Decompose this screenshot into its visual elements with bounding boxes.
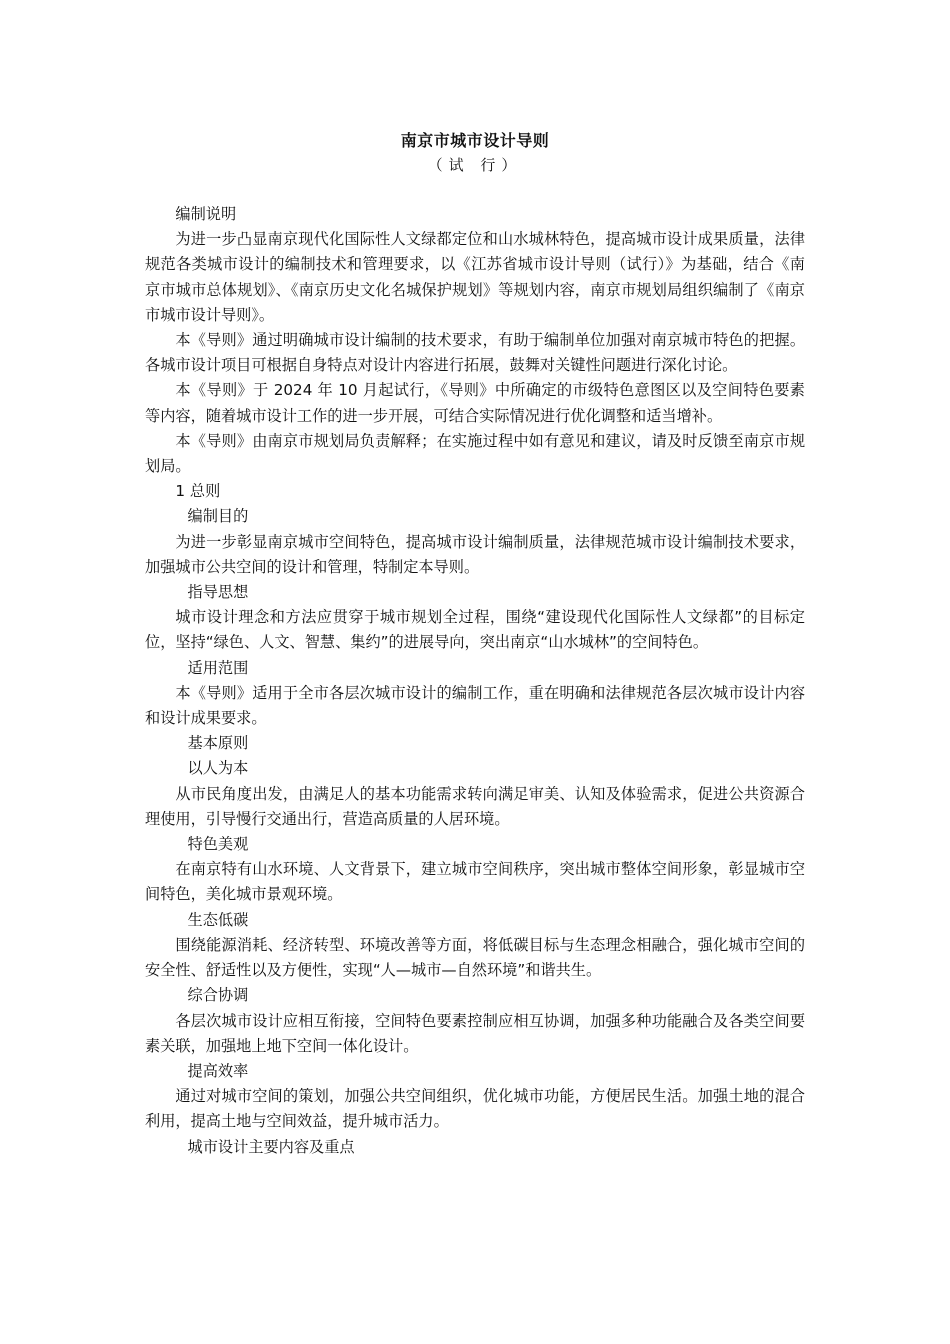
- document-subtitle: （试 行）: [427, 156, 523, 174]
- document-title: 南京市城市设计导则: [400, 131, 550, 150]
- para-preface-2: 本《导则》通过明确城市设计编制的技术要求，有助于编制单位加强对南京城市特色的把握。各城市设计项目可根据自身特点对设计内容进行拓展，鼓舞对关键性问题进行深化讨论。: [145, 331, 805, 375]
- para-people-oriented: 从市民角度出发，由满足人的基本功能需求转向满足审美、认知及体验需求，促进公共资源合理使用，引导慢行交通出行，营造高质量的人居环境。: [145, 784, 805, 828]
- para-preface-1: 为进一步凸显南京现代化国际性人文绿都定位和山水城林特色，提高城市设计成果质量，法律规范各类城市设计的编制技术和管理要求，以《江苏省城市设计导则（试行）》为基础，结合《南京市城市总体规划》、《南京历史文化名城保护规划》等规划内容，南京市规划局组织编制了《南京市城市设计导则》。: [145, 230, 805, 324]
- heading-main-content: 城市设计主要内容及重点: [187, 1137, 355, 1156]
- heading-characteristic: 特色美观: [187, 835, 249, 854]
- heading-purpose: 编制目的: [187, 507, 249, 526]
- para-preface-3: 本《导则》于 2024 年 10 月起试行，《导则》中所确定的市级特色意图区以及空间特色要素等内容，随着城市设计工作的进一步开展，可结合实际情况进行优化调整和适当增补。: [145, 381, 805, 425]
- para-guiding-thought: 城市设计理念和方法应贯穿于城市规划全过程，围绕“建设现代化国际性人文绿都”的目标定位，坚持“绿色、人文、智慧、集约”的进展导向，突出南京“山水城林”的空间特色。: [145, 608, 805, 652]
- para-purpose: 为进一步彰显南京城市空间特色，提高城市设计编制质量，法律规范城市设计编制技术要求，加强城市公共空间的设计和管理，特制定本导则。: [145, 532, 805, 576]
- heading-general: 1 总则: [175, 482, 221, 501]
- heading-principles: 基本原则: [187, 734, 249, 753]
- para-coordination: 各层次城市设计应相互衔接，空间特色要素控制应相互协调，加强多种功能融合及各类空间要素关联，加强地上地下空间一体化设计。: [145, 1011, 805, 1055]
- document-body: [145, 202, 805, 1160]
- heading-low-carbon: 生态低碳: [187, 910, 249, 929]
- para-efficiency: 通过对城市空间的策划，加强公共空间组织，优化城市功能，方便居民生活。加强土地的混合利用，提高土地与空间效益，提升城市活力。: [145, 1087, 805, 1131]
- heading-coordination: 综合协调: [187, 986, 249, 1005]
- heading-guiding-thought: 指导思想: [187, 583, 249, 602]
- para-scope: 本《导则》适用于全市各层次城市设计的编制工作，重在明确和法律规范各层次城市设计内容和设计成果要求。: [145, 683, 805, 728]
- heading-efficiency: 提高效率: [187, 1061, 249, 1080]
- para-characteristic: 在南京特有山水环境、人文背景下，建立城市空间秩序，突出城市整体空间形象，彰显城市空间特色，美化城市景观环境。: [145, 860, 805, 904]
- para-low-carbon: 围绕能源消耗、经济转型、环境改善等方面，将低碳目标与生态理念相融合，强化城市空间的安全性、舒适性以及方便性，实现“人—城市—自然环境”和谐共生。: [145, 935, 805, 980]
- heading-people-oriented: 以人为本: [187, 759, 249, 778]
- heading-preface: 编制说明: [175, 205, 237, 223]
- heading-scope: 适用范围: [187, 658, 249, 677]
- para-preface-4: 本《导则》由南京市规划局负责解释；在实施过程中如有意见和建议，请及时反馈至南京市规划局。: [145, 431, 805, 476]
